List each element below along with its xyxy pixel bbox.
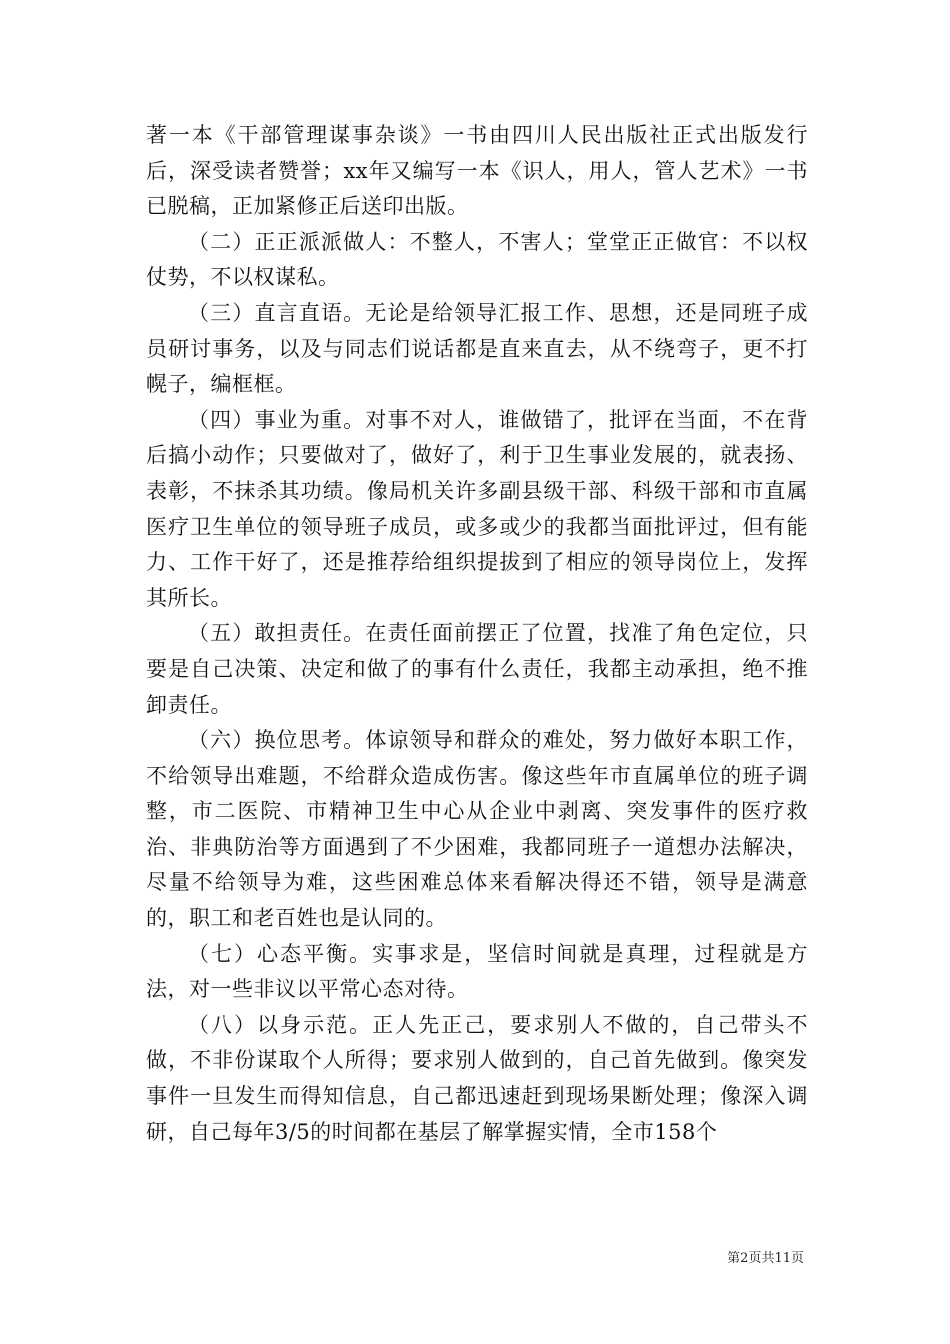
paragraph-item-4: （四）事业为重。对事不对人，谁做错了，批评在当面，不在背后搞小动作；只要做对了，做好了，利于卫生事业发展的，就表扬、表彰，不抹杀其功绩。像局机关许多副县级干部、科级干部和市直属医疗卫生单位的领导班子成员，或多或少的我都当面批评过，但有能力、工作干好了，还是推荐给组织提拔到了相应的领导岗位上，发挥其所长。 <box>146 407 808 610</box>
paragraph-item-3: （三）直言直语。无论是给领导汇报工作、思想，还是同班子成员研讨事务，以及与同志们说话都是直来直去，从不绕弯子，更不打幌子，编框框。 <box>146 300 808 397</box>
page-number-footer: 第2页共11页 <box>727 1251 804 1266</box>
paragraph-item-8: （八）以身示范。正人先正己，要求别人不做的，自己带头不做，不非份谋取个人所得；要求别人做到的，自己首先做到。像突发事件一旦发生而得知信息，自己都迅速赶到现场果断处理；像深入调研，自己每年3/5的时间都在基层了解掌握实情，全市158个 <box>146 1012 808 1144</box>
paragraph-item-2: （二）正正派派做人：不整人，不害人；堂堂正正做官：不以权仗势，不以权谋私。 <box>146 229 808 290</box>
paragraph-item-7: （七）心态平衡。实事求是，坚信时间就是真理，过程就是方法，对一些非议以平常心态对待。 <box>146 941 808 1002</box>
paragraph-item-6: （六）换位思考。体谅领导和群众的难处，努力做好本职工作，不给领导出难题，不给群众造成伤害。像这些年市直属单位的班子调整，市二医院、市精神卫生中心从企业中剥离、突发事件的医疗救治、非典防治等方面遇到了不少困难，我都同班子一道想办法解决，尽量不给领导为难，这些困难总体来看解决得还不错，领导是满意的，职工和老百姓也是认同的。 <box>146 728 808 931</box>
paragraph-continuation: 著一本《干部管理谋事杂谈》一书由四川人民出版社正式出版发行后，深受读者赞誉；xx年又编写一本《识人，用人，管人艺术》一书已脱稿，正加紧修正后送印出版。 <box>146 123 808 219</box>
document-body <box>146 118 808 1150</box>
paragraph-item-5: （五）敢担责任。在责任面前摆正了位置，找准了角色定位，只要是自己决策、决定和做了的事有什么责任，我都主动承担，绝不推卸责任。 <box>146 621 808 717</box>
